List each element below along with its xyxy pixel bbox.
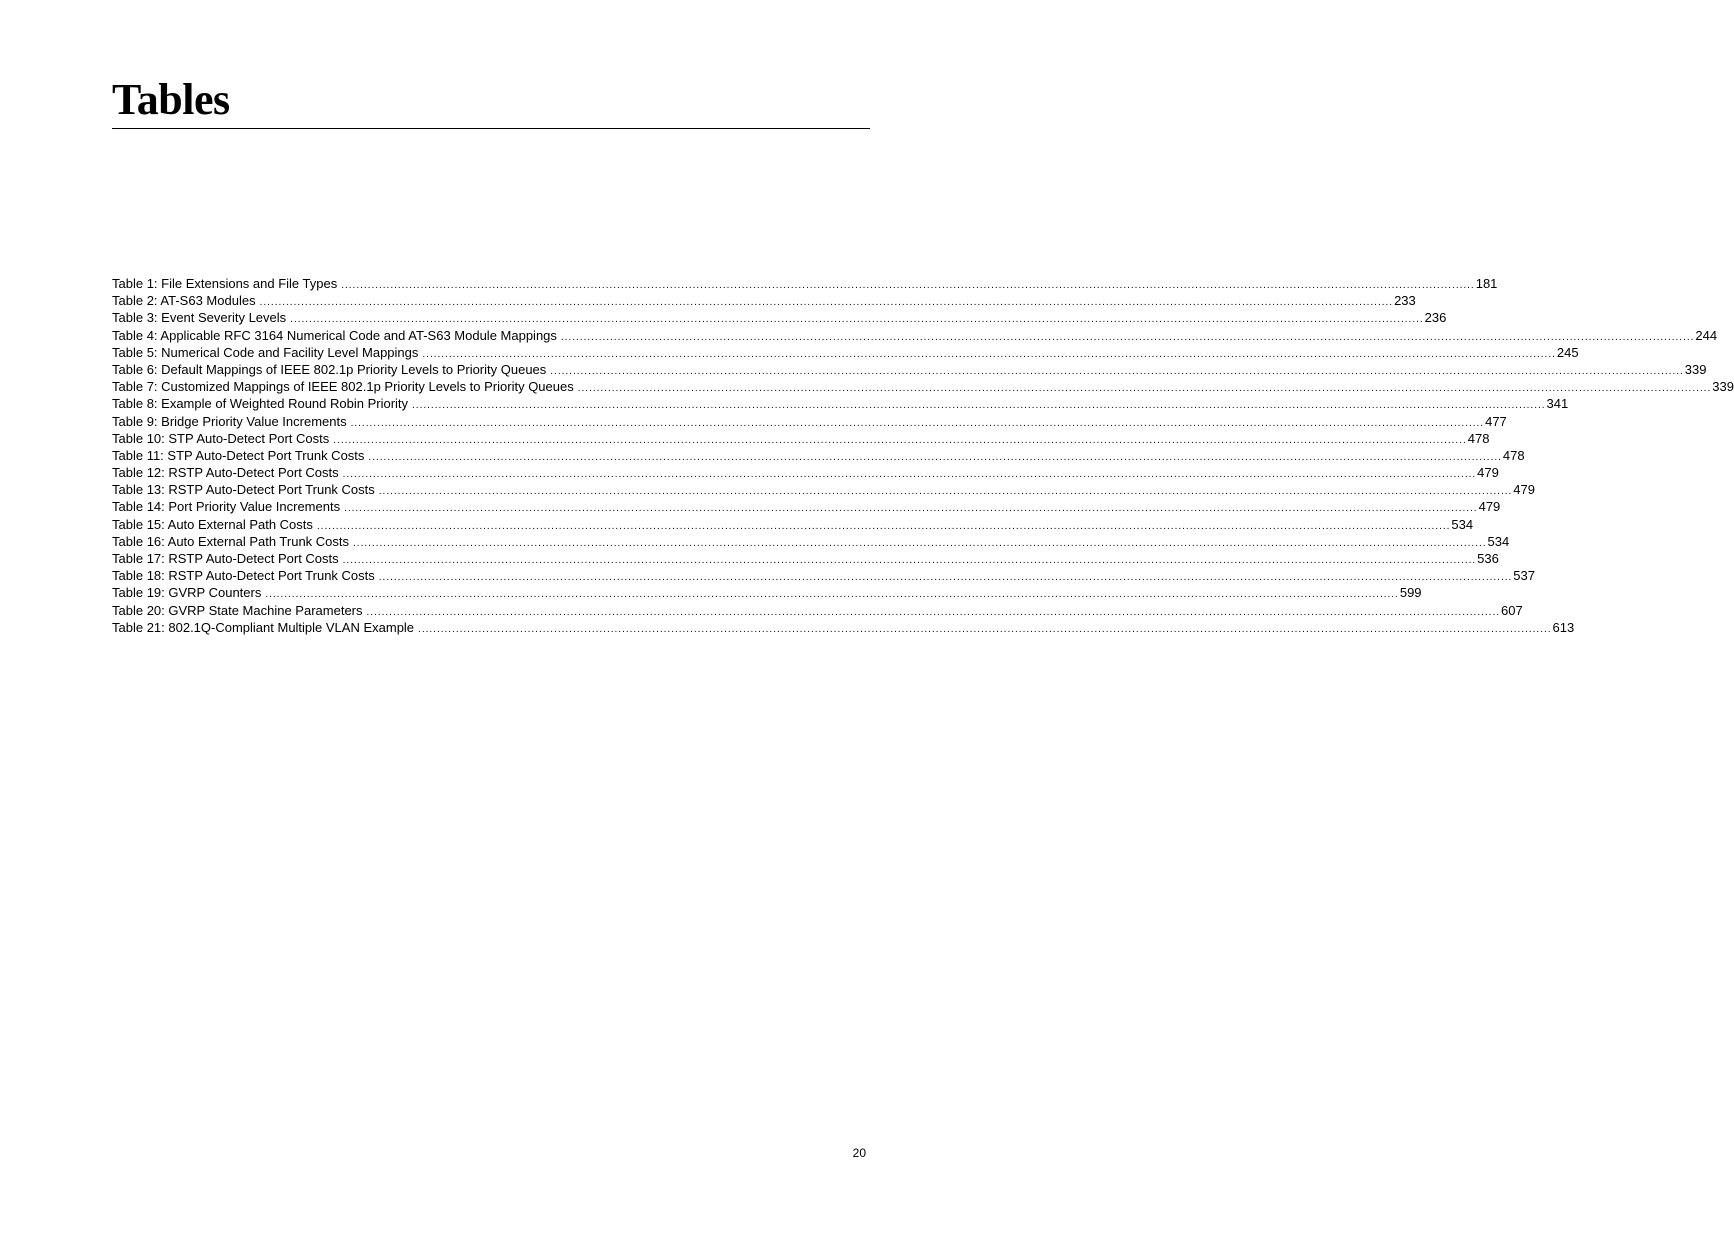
toc-entry-label: Table 16: Auto External Path Trunk Costs — [112, 533, 350, 549]
dot-leader: ............................................................................................................................................................................................................................................................................................................ — [341, 280, 1475, 291]
toc-entry-label: Table 3: Event Severity Levels — [112, 310, 287, 326]
toc-entry-page: 534 — [1451, 516, 1474, 532]
toc-entry-page: 236 — [1424, 310, 1447, 326]
toc-entry-page: 479 — [1477, 465, 1499, 481]
toc-entry-label: Table 2: AT-S63 Modules — [112, 293, 256, 309]
dot-leader: ............................................................................................................................................................................................................................................................................................................ — [412, 400, 1546, 412]
toc-entry-label: Table 5: Numerical Code and Facility Level Mappings — [112, 344, 419, 360]
dot-leader: ............................................................................................................................................................................................................................................................................................................ — [418, 623, 1552, 635]
toc-entry-page: 339 — [1712, 379, 1734, 395]
toc-entry[interactable] — [112, 619, 1575, 636]
toc-entry[interactable] — [112, 498, 1501, 515]
dot-leader: ............................................................................................................................................................................................................................................................................................................ — [316, 520, 1451, 532]
toc-entry-label: Table 19: GVRP Counters — [112, 585, 262, 601]
toc-entry-page: 607 — [1501, 602, 1523, 618]
toc-entry[interactable] — [112, 567, 1535, 584]
toc-entry[interactable] — [112, 550, 1499, 567]
toc-entry-page: 477 — [1485, 413, 1507, 429]
dot-leader: ............................................................................................................................................................................................................................................................................................................ — [342, 469, 1477, 481]
toc-entry-page: 613 — [1552, 619, 1575, 635]
toc-entry[interactable] — [112, 378, 1734, 395]
toc-entry[interactable] — [112, 395, 1569, 412]
toc-entry-label: Table 8: Example of Weighted Round Robin Priority — [112, 396, 409, 412]
dot-leader: ............................................................................................................................................................................................................................................................................................................ — [259, 297, 1394, 309]
toc-entry[interactable] — [112, 327, 1718, 344]
toc-entry[interactable] — [112, 464, 1499, 481]
toc-entry-label: Table 14: Port Priority Value Increments — [112, 499, 341, 515]
dot-leader: ............................................................................................................................................................................................................................................................................................................ — [378, 572, 1513, 584]
toc-entry-page: 341 — [1546, 396, 1569, 412]
dot-leader: ............................................................................................................................................................................................................................................................................................................ — [290, 314, 1424, 326]
toc-entry-label: Table 18: RSTP Auto-Detect Port Trunk Costs — [112, 568, 375, 584]
dot-leader: ............................................................................................................................................................................................................................................................................................................ — [550, 365, 1684, 377]
toc-entry[interactable] — [112, 413, 1507, 430]
dot-leader: ............................................................................................................................................................................................................................................................................................................ — [368, 451, 1502, 463]
toc-entry[interactable] — [112, 361, 1707, 378]
toc-entry[interactable] — [112, 344, 1579, 361]
dot-leader: ............................................................................................................................................................................................................................................................................................................ — [353, 537, 1487, 549]
toc-entry[interactable] — [112, 533, 1510, 550]
dot-leader: ............................................................................................................................................................................................................................................................................................................ — [342, 555, 1477, 566]
toc-entry-page: 245 — [1556, 344, 1579, 360]
toc-entry-page: 244 — [1695, 327, 1718, 343]
toc-entry-page: 339 — [1684, 361, 1707, 377]
toc-entry-page: 537 — [1513, 568, 1535, 584]
toc-entry-label: Table 20: GVRP State Machine Parameters — [112, 602, 363, 618]
page-title: Tables — [112, 75, 230, 124]
toc-entry[interactable] — [112, 516, 1474, 533]
title-rule — [112, 128, 870, 129]
toc-entry-page: 478 — [1467, 430, 1490, 446]
toc-entry[interactable] — [112, 602, 1523, 619]
toc-entry-label: Table 9: Bridge Priority Value Increments — [112, 413, 347, 429]
dot-leader: ............................................................................................................................................................................................................................................................................................................ — [422, 348, 1556, 360]
toc-entry-label: Table 21: 802.1Q-Compliant Multiple VLAN Example — [112, 619, 415, 635]
toc-entry-page: 181 — [1475, 276, 1498, 291]
dot-leader: ............................................................................................................................................................................................................................................................................................................ — [350, 417, 1485, 429]
toc-entry-page: 479 — [1478, 499, 1501, 515]
dot-leader: ............................................................................................................................................................................................................................................................................................................ — [577, 383, 1712, 395]
toc-entry-label: Table 1: File Extensions and File Types — [112, 276, 338, 291]
toc-entry[interactable] — [112, 447, 1525, 464]
toc-entry[interactable] — [112, 309, 1447, 326]
page-number: 20 — [852, 1146, 866, 1160]
dot-leader: ............................................................................................................................................................................................................................................................................................................ — [378, 486, 1513, 498]
toc-entry-page: 536 — [1477, 551, 1499, 566]
toc-entry-label: Table 4: Applicable RFC 3164 Numerical Code and AT-S63 Module Mappings — [112, 327, 557, 343]
toc-entry-page: 478 — [1502, 447, 1525, 463]
toc-entry[interactable] — [112, 430, 1490, 447]
dot-leader: ............................................................................................................................................................................................................................................................................................................ — [333, 434, 1467, 446]
toc-entry[interactable] — [112, 481, 1535, 498]
toc-entry-label: Table 11: STP Auto-Detect Port Trunk Costs — [112, 447, 365, 463]
toc-entry-label: Table 6: Default Mappings of IEEE 802.1p Priority Levels to Priority Queues — [112, 361, 547, 377]
dot-leader: ............................................................................................................................................................................................................................................................................................................ — [344, 503, 1478, 515]
dot-leader: ............................................................................................................................................................................................................................................................................................................ — [560, 331, 1695, 343]
toc-entry-page: 479 — [1513, 482, 1535, 498]
toc-entry-page: 233 — [1394, 293, 1416, 309]
toc-entry[interactable] — [112, 584, 1422, 601]
dot-leader: ............................................................................................................................................................................................................................................................................................................ — [366, 606, 1500, 618]
toc-entry-label: Table 13: RSTP Auto-Detect Port Trunk Costs — [112, 482, 375, 498]
dot-leader: ............................................................................................................................................................................................................................................................................................................ — [265, 589, 1399, 601]
toc-entry-label: Table 15: Auto External Path Costs — [112, 516, 313, 532]
toc-entry-label: Table 7: Customized Mappings of IEEE 802.1p Priority Levels to Priority Queues — [112, 379, 574, 395]
toc-entry-label: Table 10: STP Auto-Detect Port Costs — [112, 430, 330, 446]
toc-entry-label: Table 12: RSTP Auto-Detect Port Costs — [112, 465, 339, 481]
toc-entry-page: 534 — [1487, 533, 1510, 549]
toc-entry-page: 599 — [1399, 585, 1422, 601]
toc-entry[interactable] — [112, 275, 1498, 292]
table-of-tables — [112, 275, 1734, 636]
toc-entry-label: Table 17: RSTP Auto-Detect Port Costs — [112, 551, 339, 566]
toc-entry[interactable] — [112, 292, 1416, 309]
